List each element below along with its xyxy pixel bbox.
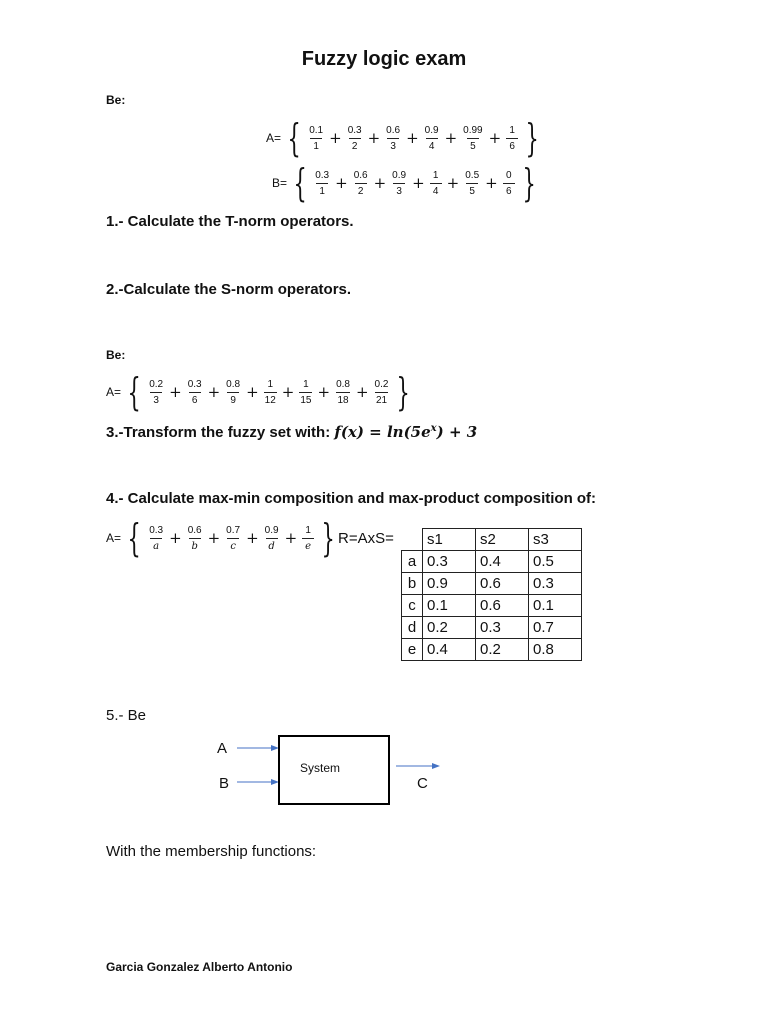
- right-brace: }: [396, 370, 411, 414]
- element-value: a: [150, 538, 162, 553]
- membership-degree: 0.8: [226, 378, 241, 390]
- plus-sign: +: [367, 129, 381, 147]
- input-arrows: [235, 742, 281, 790]
- output-arrow: [394, 760, 442, 772]
- table-row: [402, 639, 582, 661]
- left-brace: {: [287, 116, 301, 160]
- element-value: 1: [316, 183, 328, 198]
- question-2: 2.-Calculate the S-norm operators.: [106, 281, 352, 298]
- membership-fraction: [299, 378, 312, 407]
- plus-sign: +: [446, 174, 460, 192]
- table-row: [402, 595, 582, 617]
- table-cell: 0.3: [529, 573, 582, 595]
- question-4: 4.- Calculate max-min composition and max-product composition of:: [106, 490, 597, 507]
- plus-sign: +: [329, 129, 342, 147]
- element-value: d: [266, 538, 278, 553]
- plus-sign: +: [169, 529, 182, 547]
- membership-degree: 1: [509, 124, 515, 136]
- table-header-cell: [402, 529, 423, 551]
- table-cell: 0.2: [476, 639, 529, 661]
- membership-fraction: [464, 169, 480, 198]
- membership-fraction: [430, 169, 442, 198]
- membership-fraction: [314, 169, 330, 198]
- plus-sign: +: [373, 174, 387, 192]
- membership-fraction: [148, 378, 164, 407]
- table-cell: 0.6: [476, 595, 529, 617]
- element-value: 4: [426, 138, 438, 153]
- table-header-cell: s2: [476, 529, 529, 551]
- set-name: A=: [106, 385, 122, 399]
- table-cell: 0.3: [476, 617, 529, 639]
- element-value: 18: [336, 392, 349, 407]
- plus-sign: +: [169, 383, 182, 401]
- plus-sign: +: [488, 129, 502, 147]
- formula-main: f(x) = ln(5e: [334, 423, 431, 441]
- element-value: 2: [355, 183, 367, 198]
- question-5: 5.- Be: [106, 707, 147, 724]
- element-value: 2: [349, 138, 361, 153]
- membership-fraction: [308, 124, 324, 153]
- plus-sign: +: [406, 129, 419, 147]
- row-label-cell: a: [402, 551, 423, 573]
- membership-fraction: [424, 124, 440, 153]
- plus-sign: +: [246, 529, 259, 547]
- membership-degree: 0: [505, 169, 512, 181]
- element-value: b: [189, 538, 201, 553]
- page-title: Fuzzy logic exam: [301, 48, 467, 70]
- membership-degree: 0.9: [264, 524, 279, 536]
- relation-table: [401, 528, 582, 661]
- element-value: e: [302, 538, 314, 553]
- table-cell: 0.5: [529, 551, 582, 573]
- plus-sign: +: [335, 174, 348, 192]
- membership-fraction: [385, 124, 401, 153]
- plus-sign: +: [207, 383, 221, 401]
- membership-fraction: [506, 124, 518, 153]
- membership-degree: 0.5: [465, 169, 480, 181]
- author-name: Garcia Gonzalez Alberto Antonio: [106, 960, 293, 974]
- right-brace: }: [321, 516, 335, 560]
- element-value: 6: [503, 183, 515, 198]
- element-value: 21: [375, 392, 388, 407]
- membership-fraction: [462, 124, 483, 153]
- row-label-cell: d: [402, 617, 423, 639]
- element-value: c: [227, 538, 239, 553]
- membership-degree: 0.3: [187, 378, 202, 390]
- left-brace: {: [127, 370, 141, 414]
- membership-degree: 0.8: [336, 378, 350, 390]
- set-name: A=: [266, 131, 282, 145]
- set-a-third-definition: [106, 518, 340, 558]
- set-name: A=: [106, 531, 122, 545]
- plus-sign: +: [207, 529, 221, 547]
- membership-functions-text: With the membership functions:: [106, 843, 317, 860]
- membership-fraction: [225, 524, 241, 553]
- table-header-cell: s1: [423, 529, 476, 551]
- left-brace: {: [293, 161, 307, 205]
- membership-degree: 0.3: [315, 169, 330, 181]
- membership-degree: 0.9: [424, 124, 439, 136]
- membership-degree: 0.6: [353, 169, 368, 181]
- right-brace: }: [525, 116, 539, 160]
- set-a-second-definition: [106, 372, 416, 412]
- output-c-label: C: [417, 775, 428, 792]
- table-cell: 0.3: [423, 551, 476, 573]
- question-3-text: 3.-Transform the fuzzy set with:: [106, 424, 335, 441]
- table-header-row: [402, 529, 582, 551]
- system-label: System: [300, 761, 341, 775]
- element-value: 15: [299, 392, 312, 407]
- table-cell: 0.4: [423, 639, 476, 661]
- element-value: 6: [189, 392, 201, 407]
- membership-fraction: [347, 124, 363, 153]
- plus-sign: +: [284, 529, 298, 547]
- membership-degree: 0.2: [149, 378, 164, 390]
- membership-fraction: [187, 524, 203, 553]
- membership-degree: 0.3: [149, 524, 164, 536]
- plus-sign: +: [444, 129, 458, 147]
- element-value: 6: [506, 138, 518, 153]
- table-cell: 0.1: [423, 595, 476, 617]
- be-label: Be:: [106, 93, 126, 107]
- table-cell: 0.2: [423, 617, 476, 639]
- element-value: 4: [430, 183, 442, 198]
- membership-degree: 1: [303, 378, 309, 390]
- table-row: [402, 617, 582, 639]
- membership-fraction: [374, 378, 390, 407]
- membership-degree: 0.1: [309, 124, 324, 136]
- input-a-label: A: [217, 740, 228, 757]
- element-value: 3: [393, 183, 405, 198]
- formula-tail: ) + 3: [436, 423, 478, 441]
- membership-degree: 0.99: [463, 124, 483, 136]
- membership-fraction: [225, 378, 241, 407]
- plus-sign: +: [281, 383, 295, 401]
- row-label-cell: b: [402, 573, 423, 595]
- membership-degree: 0.9: [392, 169, 407, 181]
- plus-sign: +: [355, 383, 369, 401]
- element-value: 5: [466, 183, 478, 198]
- row-label-cell: c: [402, 595, 423, 617]
- membership-fraction: [264, 378, 277, 407]
- membership-fraction: [264, 524, 280, 553]
- question-3: [106, 423, 477, 441]
- element-value: 5: [467, 138, 479, 153]
- membership-fraction: [391, 169, 407, 198]
- membership-fraction: [353, 169, 369, 198]
- element-value: 3: [387, 138, 399, 153]
- membership-fraction: [148, 524, 164, 553]
- membership-fraction: [187, 378, 203, 407]
- question-3-formula: [334, 423, 477, 441]
- row-label-cell: e: [402, 639, 423, 661]
- question-1: 1.- Calculate the T-norm operators.: [106, 213, 354, 230]
- membership-degree: 0.6: [386, 124, 401, 136]
- arrow-c-head: [432, 763, 440, 769]
- table-cell: 0.1: [529, 595, 582, 617]
- table-row: [402, 573, 582, 595]
- set-b-definition: [272, 163, 541, 203]
- membership-fraction: [302, 524, 314, 553]
- relation-label: R=AxS=: [338, 530, 394, 547]
- membership-degree: 1: [432, 169, 439, 181]
- left-brace: {: [127, 516, 141, 560]
- element-value: 12: [264, 392, 277, 407]
- membership-degree: 0.2: [374, 378, 389, 390]
- table-cell: 0.8: [529, 639, 582, 661]
- element-value: 9: [227, 392, 239, 407]
- membership-degree: 1: [305, 524, 311, 536]
- element-value: 3: [150, 392, 162, 407]
- membership-degree: 0.7: [226, 524, 241, 536]
- be-label: Be:: [106, 348, 126, 362]
- element-value: 1: [310, 138, 322, 153]
- plus-sign: +: [246, 383, 259, 401]
- plus-sign: +: [412, 174, 425, 192]
- input-b-label: B: [219, 775, 230, 792]
- table-header-cell: s3: [529, 529, 582, 551]
- table-cell: 0.7: [529, 617, 582, 639]
- plus-sign: +: [485, 174, 498, 192]
- set-a-definition: [266, 118, 544, 158]
- set-name: B=: [272, 176, 288, 190]
- table-cell: 0.6: [476, 573, 529, 595]
- formula-exponent: x: [430, 423, 437, 434]
- membership-degree: 0.6: [187, 524, 202, 536]
- membership-degree: 0.3: [347, 124, 362, 136]
- plus-sign: +: [317, 383, 331, 401]
- right-brace: }: [522, 161, 536, 205]
- membership-fraction: [335, 378, 351, 407]
- table-cell: 0.4: [476, 551, 529, 573]
- table-cell: 0.9: [423, 573, 476, 595]
- membership-fraction: [503, 169, 515, 198]
- table-row: [402, 551, 582, 573]
- membership-degree: 1: [267, 378, 273, 390]
